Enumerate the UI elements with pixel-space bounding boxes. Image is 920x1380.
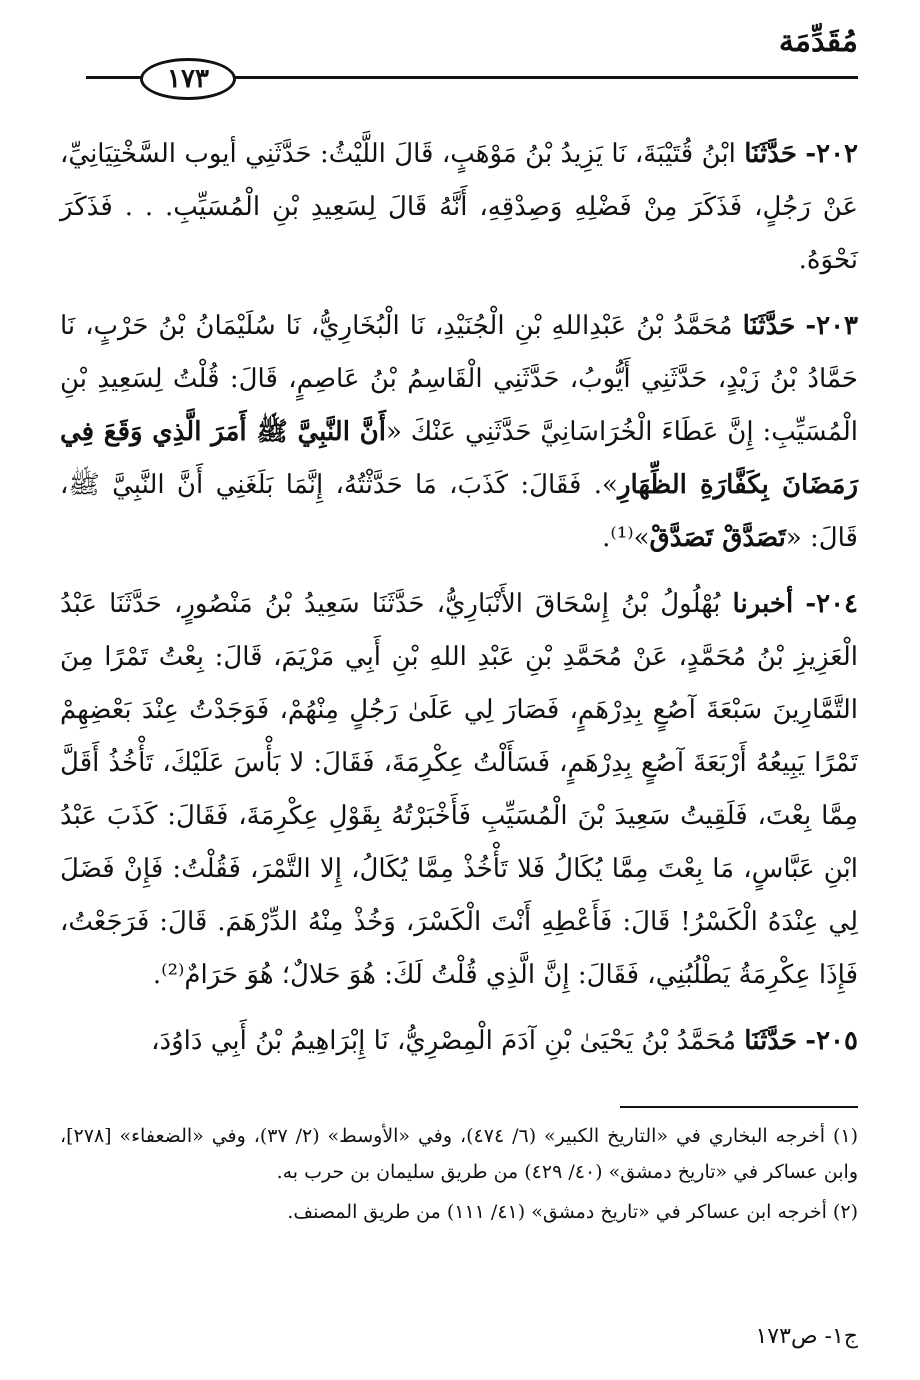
hadith-quote: أَنَّ النَّبِيَّ ﷺ أَمَرَ الَّذِي وَقَعَ فِي رَمَضَانَ بِكَفَّارَةِ الظِّهَارِ xyxy=(60,417,858,500)
hadith-keyword: حَدَّثَنَا xyxy=(744,139,797,169)
hadith-202 xyxy=(60,128,858,287)
hadith-number: ٢٠٣- xyxy=(805,311,859,341)
page-signature: ج١- ص١٧٣ xyxy=(755,1324,858,1349)
main-text xyxy=(60,128,858,1081)
section-title: مُقَدِّمَة xyxy=(778,24,858,59)
hadith-keyword: حَدَّثَنَا xyxy=(744,1026,798,1056)
footnotes xyxy=(60,1118,858,1234)
hadith-text: ابْنُ قُتَيْبَةَ، نَا يَزِيدُ بْنُ مَوْهَبٍ، قَالَ اللَّيْثُ: حَدَّثَنِي أيوب السَّخْتِيَانِيِّ، عَنْ رَجُلٍ، فَذَكَرَ مِنْ فَضْلِهِ وَصِدْقِهِ، أَنَّهُ قَالَ لِسَعِيدِ بْنِ الْمُسَيِّبِ. . . فَذَكَرَ نَحْوَهُ. xyxy=(60,139,858,275)
hadith-number: ٢٠٤- xyxy=(805,589,859,619)
hadith-text: بُهْلُولُ بْنُ إِسْحَاقَ الأَنْبَارِيُّ، حَدَّثَنَا سَعِيدُ بْنُ مَنْصُورٍ، حَدَّثَنَا عَبْدُ الْعَزِيزِ بْنُ مُحَمَّدٍ، عَنْ مُحَمَّدِ بْنِ عَبْدِ اللهِ بْنِ أَبِي مَرْيَمَ، قَالَ: بِعْتُ تَمْرًا مِنَ التَّمَّارِينَ سَبْعَةَ آصُعٍ بِدِرْهَمٍ، فَصَارَ لِي عَلَىٰ رَجُلٍ مِنْهُمْ، فَوَجَدْتُ عِنْدَ بَعْضِهِمْ تَمْرًا يَبِيعُهُ أَرْبَعَةَ آصُعٍ بِدِرْهَمٍ، فَسَأَلْتُ عِكْرِمَةَ، فَقَالَ: لا بَأْسَ عَلَيْكَ، تَأْخُذُ أَقَلَّ مِمَّا بِعْتَ، فَلَقِيتُ سَعِيدَ بْنَ الْمُسَيِّبِ فَأَخْبَرْتُهُ بِقَوْلِ عِكْرِمَةَ، فَقَالَ: كَذَبَ عَبْدُ ابْنِ عَبَّاسٍ، مَا بِعْتَ مِمَّا يُكَالُ فَلا تَأْخُذْ مِمَّا يُكَالُ، إِلا التَّمْرَ، فَقُلْتُ: فَإِنْ فَضَلَ لِي عِنْدَهُ الْكَسْرُ! قَالَ: فَأَعْطِهِ أَنْتَ الْكَسْرَ، وَخُذْ مِنْهُ الدِّرْهَمَ. قَالَ: فَرَجَعْتُ، فَإِذَا عِكْرِمَةُ يَطْلُبُنِي، فَقَالَ: إِنَّ الَّذِي قُلْتُ لَكَ: هُوَ حَلالٌ؛ هُوَ حَرَامٌ⁽²⁾. xyxy=(60,589,858,990)
hadith-keyword: أخبرنا xyxy=(732,589,794,619)
hadith-text: مُحَمَّدُ بْنُ عَبْدِاللهِ بْنِ الْجُنَيْدِ، نَا الْبُخَارِيُّ، نَا سُلَيْمَانُ بْنُ حَرْبٍ، نَا حَمَّادُ بْنُ زَيْدٍ، حَدَّثَنِي أَيُّوبُ، حَدَّثَنِي الْقَاسِمُ بْنُ عَاصِمٍ، قَالَ: قُلْتُ لِسَعِيدِ بْنِ الْمُسَيِّبِ: إِنَّ عَطَاءَ الْخُرَاسَانِيَّ حَدَّثَنِي عَنْكَ « xyxy=(60,311,858,447)
hadith-text-end: »⁽¹⁾. xyxy=(602,523,650,553)
hadith-205 xyxy=(60,1015,858,1068)
hadith-number: ٢٠٢- xyxy=(805,139,859,169)
hadith-text-continued: ». فَقَالَ: كَذَبَ، مَا حَدَّثْتُهُ، إِنَّمَا بَلَغَنِي أَنَّ النَّبِيَّ ﷺ، قَالَ: « xyxy=(60,470,858,553)
hadith-text: مُحَمَّدُ بْنُ يَحْيَىٰ بْنِ آدَمَ الْمِصْرِيُّ، نَا إِبْرَاهِيمُ بْنُ أَبِي دَاوُدَ، xyxy=(151,1026,737,1056)
hadith-keyword: حَدَّثَنَا xyxy=(742,311,796,341)
page-number: ١٧٣ xyxy=(167,64,209,94)
page-number-badge xyxy=(140,58,236,100)
hadith-204 xyxy=(60,578,858,1002)
hadith-203 xyxy=(60,300,858,565)
footnote-rule xyxy=(620,1106,858,1108)
hadith-number: ٢٠٥- xyxy=(805,1026,858,1056)
footnote-1: (١) أخرجه البخاري في «التاريخ الكبير» (٦/ ٤٧٤)، وفي «الأوسط» (٢/ ٣٧)، وفي «الضعفاء» [٢٧٨]، وابن عساكر في «تاريخ دمشق» (٤٠/ ٤٢٩) من طريق سليمان بن حرب به. xyxy=(60,1125,858,1183)
hadith-quote-2: تَصَدَّقْ تَصَدَّقْ xyxy=(649,523,786,553)
footnote-2: (٢) أخرجه ابن عساكر في «تاريخ دمشق» (٤١/ ١١١) من طريق المصنف. xyxy=(287,1201,858,1223)
